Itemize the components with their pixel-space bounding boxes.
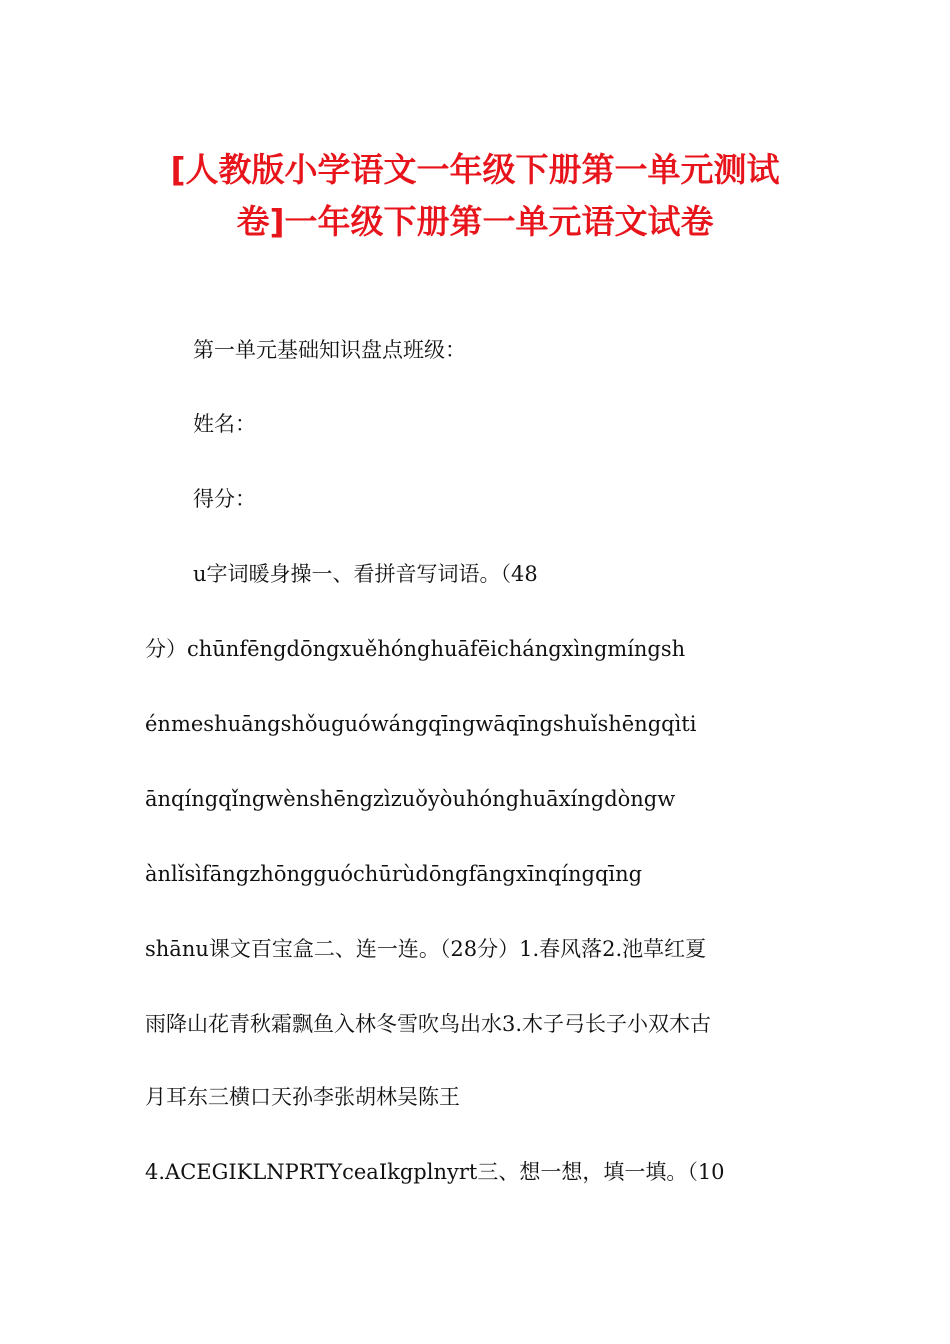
name-field-line: 姓名： bbox=[193, 412, 256, 436]
pinyin-line-3: ānqíngqǐngwènshēngzìzuǒyòuhónghuāxíngdòngw bbox=[145, 787, 676, 811]
title-line-1: [人教版小学语文一年级下册第一单元测试 bbox=[170, 150, 780, 189]
class-field-line: 第一单元基础知识盘点班级： bbox=[193, 338, 466, 362]
score-field-line: 得分： bbox=[193, 487, 256, 511]
section-two-line: shānu课文百宝盒二、连一连。（28分）1.春风落2.池草红夏 bbox=[145, 937, 707, 961]
matching-line-2: 月耳东三横口天孙李张胡林吴陈王 bbox=[145, 1085, 460, 1109]
matching-line-1: 雨降山花青秋霜飘鱼入林冬雪吹鸟出水3.木子弓长子小双木古 bbox=[145, 1012, 712, 1036]
document-title bbox=[120, 144, 830, 248]
pinyin-line-1: 分）chūnfēngdōngxuěhónghuāfēichángxìngmíngsh bbox=[145, 637, 686, 661]
section-one-heading: u字词暖身操一、看拼音写词语。（48 bbox=[193, 562, 538, 586]
section-three-line: 4.ACEGIKLNPRTYceaIkgplnyrt三、想一想，填一填。（10 bbox=[145, 1160, 725, 1184]
title-line-2: 卷]一年级下册第一单元语文试卷 bbox=[236, 202, 714, 241]
pinyin-line-2: énmeshuāngshǒuguówángqīngwāqīngshuǐshēngqìti bbox=[145, 712, 697, 736]
pinyin-line-4: ànlǐsìfāngzhōngguóchūrùdōngfāngxīnqíngqīng bbox=[145, 862, 643, 886]
